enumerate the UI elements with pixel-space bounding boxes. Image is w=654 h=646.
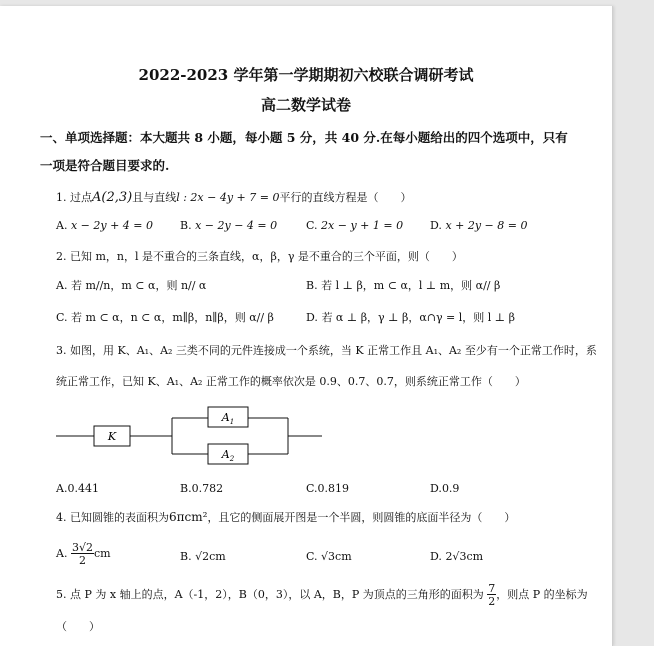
q4-option-a: A. $\frac{3√2}{2}$ cm — [56, 541, 111, 567]
q1-point: A(2,3) — [92, 190, 133, 205]
q3-text-line2: 统正常工作，已知 K、A₁、A₂ 正常工作的概率依次是 0.9、0.7、0.7，则系统正常工作（ ） — [56, 375, 526, 388]
q1-option-c: C. 2x − y + 1 = 0 — [306, 219, 404, 232]
q1-pre: 过点 — [70, 191, 92, 204]
q4-number: 4. — [56, 511, 67, 524]
q1-line: l : 2x − 4y + 7 = 0 — [176, 191, 280, 204]
q2-option-b: B. 若 l ⊥ β，m ⊂ α，l ⊥ m，则 α// β — [306, 279, 501, 292]
q1-mid: 且与直线 — [132, 191, 177, 204]
exam-subtitle: 高二数学试卷 — [260, 96, 351, 114]
q4-option-c: C. √3cm — [306, 550, 352, 563]
q4-post: ，且它的侧面展开图是一个半圆，则圆锥的底面半径为（ ） — [207, 511, 516, 524]
q3-text-line1: 如图，用 K、A₁、A₂ 三类不同的元件连接成一个系统，当 K 正常工作且 A₁、A₂ 至少有一个正常工作时，系 — [70, 344, 597, 357]
q4-option-d: D. 2√3cm — [430, 550, 484, 563]
q4-option-b: B. √2cm — [180, 550, 226, 563]
q1-option-a: A. x − 2y + 4 = 0 — [56, 219, 153, 232]
question-2 — [56, 248, 463, 264]
q4-option-a-fraction: $\frac{3√2}{2}$ — [71, 541, 93, 567]
q1-number: 1. — [56, 191, 67, 204]
q5-number: 5. — [56, 588, 67, 601]
component-k-label: K — [107, 430, 117, 443]
section-heading-line1: 一、单项选择题：本大题共 8 小题，每小题 5 分，共 40 分.在每小题给出的四个选项中，只有 — [40, 130, 568, 145]
q2-number: 2. — [56, 250, 67, 263]
q1-option-b: B. x − 2y − 4 = 0 — [180, 219, 278, 232]
q2-option-a: A. 若 m//n，m ⊂ α，则 n// α — [56, 279, 207, 292]
q1-option-d: D. x + 2y − 8 = 0 — [430, 219, 528, 232]
q3-option-c: C.0.819 — [306, 482, 350, 495]
q2-text: 已知 m，n，l 是不重合的三条直线，α，β，γ 是不重合的三个平面，则（ ） — [70, 250, 463, 263]
question-1 — [56, 189, 411, 205]
q4-area: 6πcm² — [169, 510, 208, 524]
component-a2-label: $A_2$ — [221, 448, 235, 463]
q2-option-d: D. 若 α ⊥ β，γ ⊥ β，α∩γ = l，则 l ⊥ β — [306, 311, 515, 324]
q4-pre: 已知圆锥的表面积为 — [70, 511, 169, 524]
q3-number: 3. — [56, 344, 67, 357]
q5-fraction: $\frac{7}{2}$ — [488, 582, 496, 608]
question-5 — [56, 583, 588, 607]
exam-title: 2022-2023 学年第一学期期初六校联合调研考试 — [138, 66, 474, 84]
question-4 — [56, 509, 515, 525]
section-heading-line2: 一项是符合题目要求的. — [40, 158, 170, 173]
q5-line2: （ ） — [56, 620, 100, 633]
q3-option-d: D.0.9 — [430, 482, 460, 495]
component-a1-label: $A_1$ — [221, 411, 235, 426]
circuit-diagram — [56, 402, 326, 472]
q3-option-a: A.0.441 — [56, 482, 99, 495]
q5-post: ，则点 P 的坐标为 — [496, 588, 588, 601]
q3-option-b: B.0.782 — [180, 482, 224, 495]
question-3-line1 — [56, 342, 597, 358]
q2-option-c: C. 若 m ⊂ α，n ⊂ α，m∥β，n∥β，则 α// β — [56, 311, 274, 324]
q5-pre: 点 P 为 x 轴上的点，A（-1，2），B（0，3），以 A，B，P 为顶点的三角形的面积为 — [70, 588, 484, 601]
q1-post: 平行的直线方程是（ ） — [279, 191, 412, 204]
document-page — [0, 6, 613, 646]
